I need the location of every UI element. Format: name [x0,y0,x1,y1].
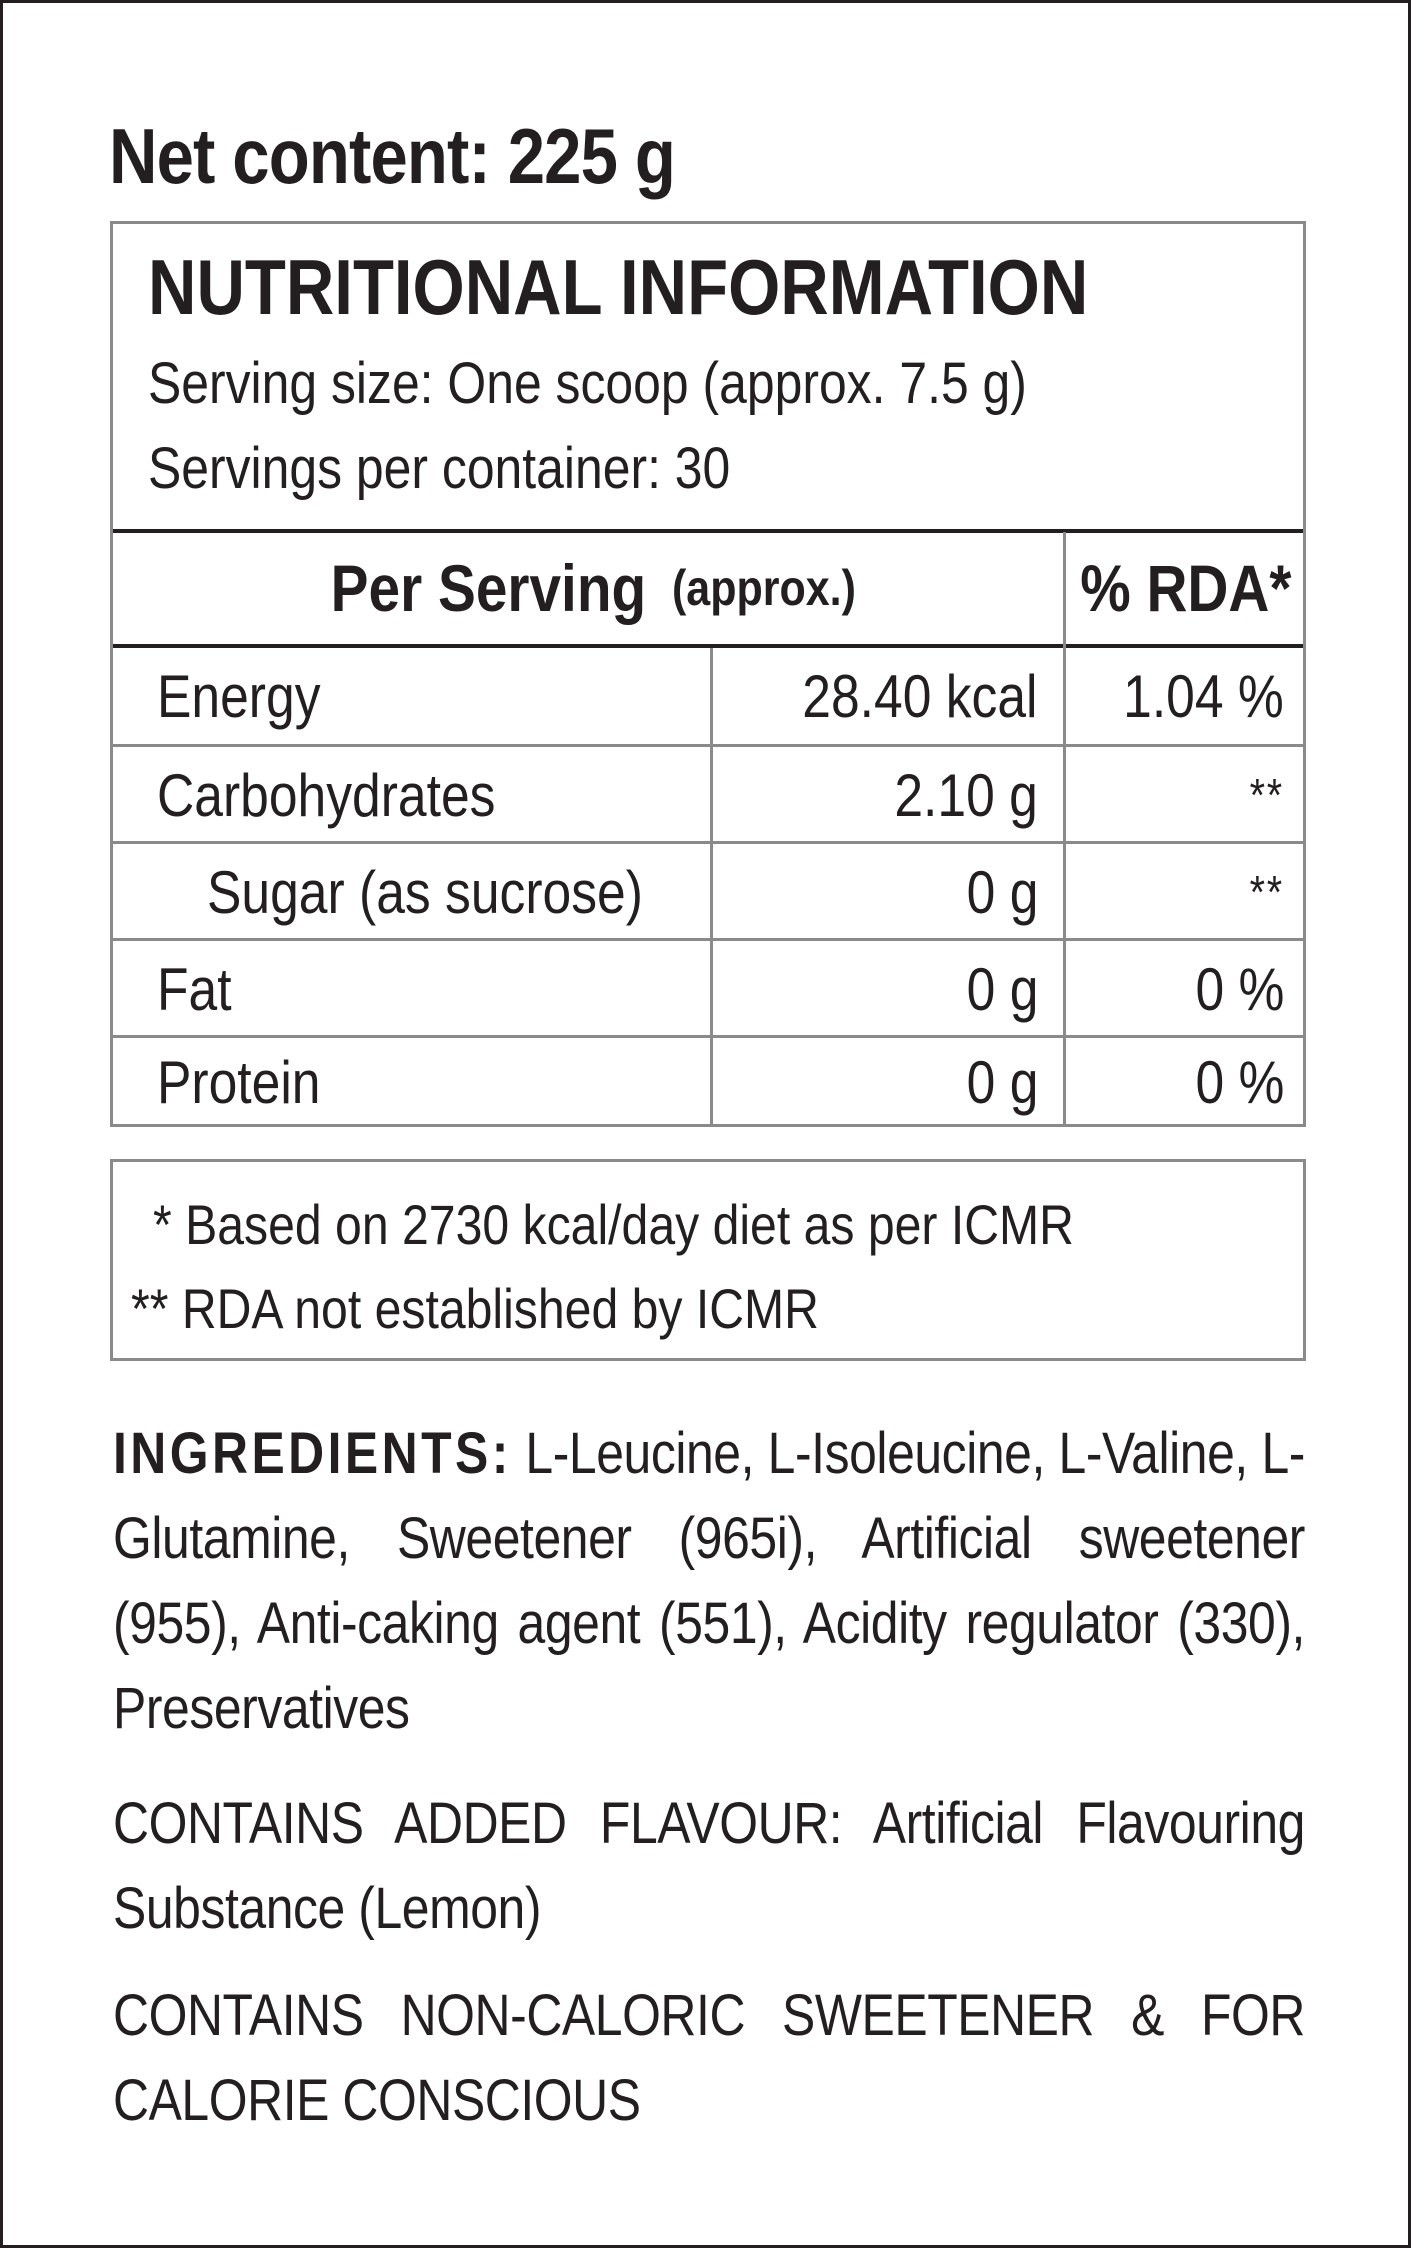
nutrient-amount: 0 g [966,858,1038,926]
table-row [113,648,1303,744]
per-serving-header [113,532,1063,644]
ingredients-heading: INGREDIENTS: [113,1421,512,1486]
nutrition-title: NUTRITIONAL INFORMATION [148,243,1089,331]
serving-size: Serving size: One scoop (approx. 7.5 g) [148,351,1027,416]
nutrient-amount: 0 g [966,1048,1038,1116]
nutrient-name: Sugar (as sucrose) [207,858,643,926]
nutrient-rda: 1.04 % [1123,662,1284,730]
nutrient-rda: ** [1249,769,1284,821]
net-content: Net content: 225 g [109,112,675,200]
ingredients-list: L-Leucine, L-Isoleucine, L-Valine, L-Glutamine, Sweetener (965i), Artificial sweetener (955), Anti-caking agent (551), Acidity regulator (330), Preservatives [113,1421,1305,1741]
sweetener-statement: CONTAINS NON-CALORIC SWEETENER & FOR CALORIE CONSCIOUS [113,1983,1305,2133]
nutrient-rda: 0 % [1195,1048,1284,1116]
table-row [113,941,1303,1037]
table-row [113,844,1303,940]
table-row [113,747,1303,843]
footnote-rda-not-established: ** RDA not established by ICMR [131,1277,819,1340]
nutrient-name: Fat [157,955,232,1023]
nutrient-name: Protein [157,1048,321,1116]
rda-header-label: % RDA* [1080,551,1292,625]
nutrient-rda: 0 % [1195,955,1284,1023]
rda-header [1066,532,1306,644]
footnote-rda-basis: * Based on 2730 kcal/day diet as per ICMR [153,1193,1074,1256]
nutrient-name: Energy [157,662,321,730]
nutrient-rda: ** [1249,866,1284,918]
table-row [113,1034,1303,1130]
nutrient-amount: 28.40 kcal [802,662,1038,730]
per-serving-label: Per Serving [330,551,646,625]
ingredients-paragraph [113,1411,1305,1751]
approx-label: (approx.) [672,560,857,616]
nutrient-amount: 2.10 g [894,761,1038,829]
servings-per-container: Servings per container: 30 [148,436,731,501]
nutrition-table [110,221,1306,1127]
nutrient-name: Carbohydrates [157,761,496,829]
footnotes-box [110,1159,1306,1361]
flavour-statement: CONTAINS ADDED FLAVOUR: Artificial Flavouring Substance (Lemon) [113,1791,1305,1941]
nutrient-amount: 0 g [966,955,1038,1023]
